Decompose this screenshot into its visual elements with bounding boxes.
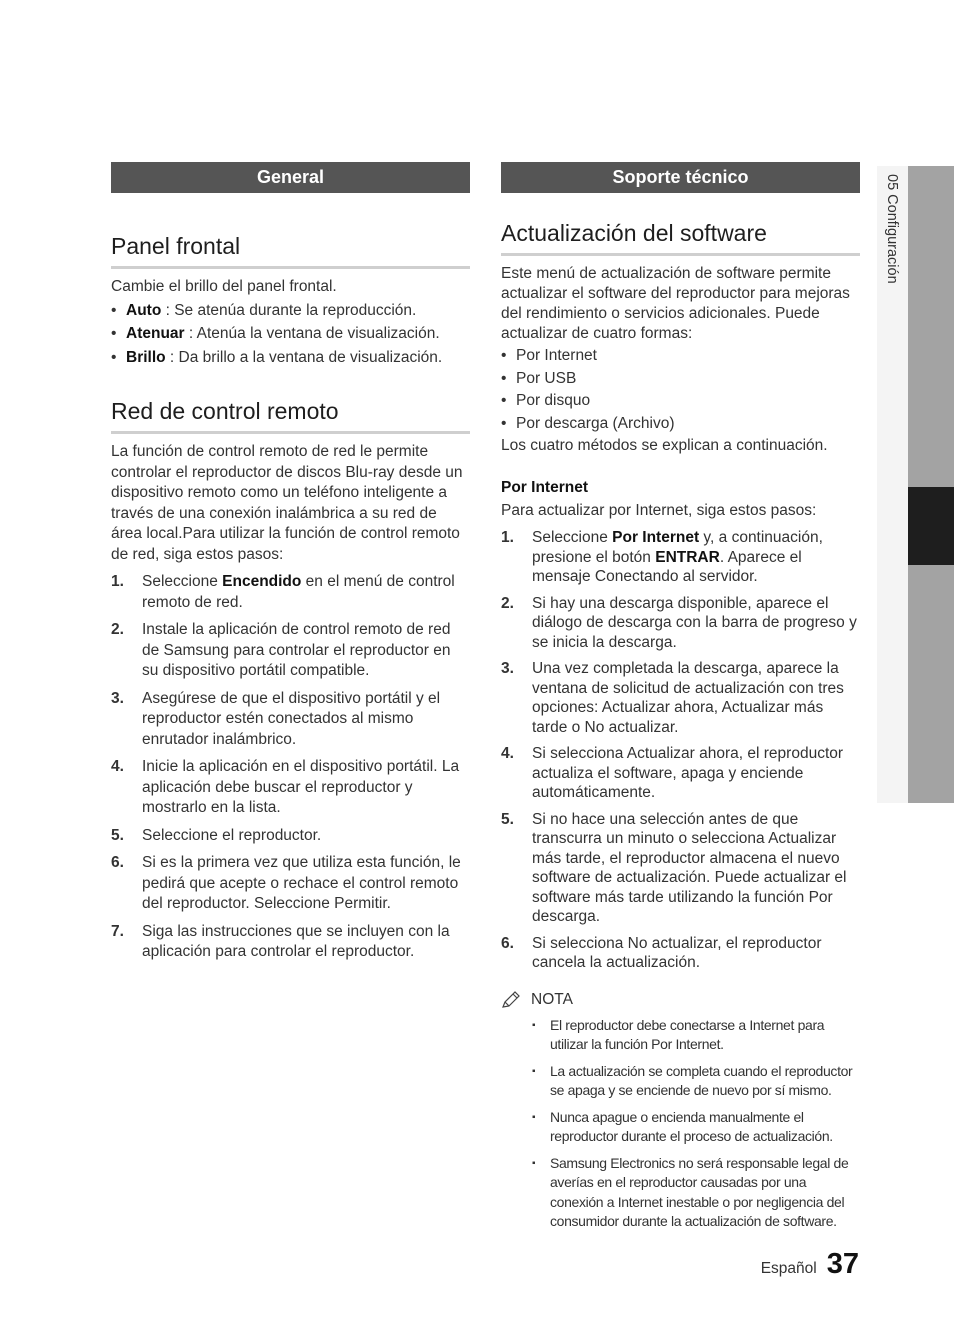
step-text: Seleccione — [142, 573, 223, 590]
heading-actualizacion-software: Actualización del software — [501, 220, 860, 256]
step-bold: Por Internet — [612, 529, 700, 546]
step-text: en el menú de control remoto de red. — [142, 573, 455, 611]
option-text: : Se atenúa durante la reproducción. — [161, 301, 417, 319]
option-term: Atenuar — [126, 325, 185, 342]
step-text: Si no hace una selección antes de que transcurra un minuto o selecciona Actualizar más tarde, el reproductor almacena el nuevo software de actualización. Puede actualizar el software más tarde utilizando la función Por descarga. — [532, 810, 847, 925]
step-text: y, a continuación, presione el botón — [532, 529, 823, 566]
list-item: • Por disquo — [501, 391, 860, 412]
note-item: ▪ Nunca apague o encienda manualmente el reproductor durante el proceso de actualización. — [532, 1108, 860, 1147]
step-text: Instale la aplicación de control remoto de red de Samsung para controlar el reproductor en su dispositivo portátil compatible. — [142, 621, 451, 679]
page-number: 37 — [826, 1248, 859, 1280]
subheading-por-internet: Por Internet — [501, 478, 588, 496]
step-item — [111, 826, 470, 847]
note-list — [501, 1016, 860, 1232]
step-number: 6. — [111, 854, 124, 871]
step-text: Si selecciona No actualizar, el reproductor cancela la actualización. — [532, 934, 822, 971]
step-bold: Encendido — [222, 573, 302, 590]
remote-steps-list — [111, 572, 470, 963]
pencil-icon — [501, 991, 521, 1009]
step-bold: ENTRAR — [655, 548, 720, 566]
section-bar-soporte-tecnico: Soporte técnico — [501, 162, 860, 193]
step-number: 1. — [111, 573, 124, 590]
update-methods-list — [501, 346, 860, 434]
update-outro: Los cuatro métodos se explican a continuación. — [501, 437, 828, 454]
option-term: Brillo — [126, 348, 166, 366]
step-item — [111, 689, 470, 751]
list-item: • Por Internet — [501, 346, 860, 367]
step-item — [501, 594, 860, 653]
step-text: Si es la primera vez que utiliza esta función, le pedirá que acepte o rechace el control remoto del reproductor. Seleccione Permitir. — [142, 854, 461, 912]
step-number: 2. — [501, 594, 514, 612]
list-item — [111, 324, 470, 345]
list-item: • Por descarga (Archivo) — [501, 414, 860, 435]
step-item — [501, 744, 860, 803]
step-number: 7. — [111, 922, 124, 940]
step-item — [111, 922, 470, 963]
step-item — [111, 572, 470, 613]
step-text: Siga las instrucciones que se incluyen con la aplicación para controlar el reproductor. — [142, 922, 450, 960]
step-number: 4. — [501, 745, 514, 762]
page-footer — [761, 1248, 859, 1281]
step-text: Seleccione el reproductor. — [142, 826, 322, 844]
footer-language: Español — [760, 1260, 817, 1277]
list-item — [111, 348, 470, 369]
section-bar-general: General — [111, 162, 470, 193]
step-number: 3. — [111, 689, 124, 707]
step-item — [111, 853, 470, 915]
internet-steps-list — [501, 528, 860, 973]
step-number: 1. — [501, 529, 514, 546]
option-text: : Atenúa la ventana de visualización. — [184, 325, 440, 342]
step-number: 5. — [111, 826, 124, 844]
list-item — [111, 301, 470, 322]
step-item — [501, 528, 860, 587]
left-column — [111, 162, 470, 963]
step-number: 4. — [111, 758, 124, 775]
step-number: 6. — [501, 934, 514, 952]
option-text: : Da brillo a la ventana de visualización. — [165, 348, 443, 366]
chapter-label: 05 Configuración — [884, 174, 900, 284]
internet-intro: Para actualizar por Internet, siga estos pasos: — [501, 501, 817, 519]
remote-intro: La función de control remoto de red le permite controlar el reproductor de discos Blu-ray desde un dispositivo remoto como un teléfono inteligente a través de una conexión inalámbrica a su red de área local.Para utilizar la función de control remoto de red, siga estos pasos: — [111, 443, 463, 563]
list-item: • Por USB — [501, 369, 860, 390]
panel-intro: Cambie el brillo del panel frontal. — [111, 278, 337, 295]
step-number: 3. — [501, 660, 514, 677]
option-term: Auto — [126, 301, 162, 319]
step-text: Si hay una descarga disponible, aparece el diálogo de descarga con la barra de progreso y se inicia la descarga. — [532, 594, 857, 651]
step-text: Una vez completada la descarga, aparece la ventana de solicitud de actualización con tres opciones: Actualizar ahora, Actualizar más tarde o No actualizar. — [532, 660, 844, 736]
note-header — [501, 991, 860, 1009]
heading-panel-frontal: Panel frontal — [111, 233, 470, 269]
panel-options-list — [111, 301, 470, 369]
step-item — [501, 810, 860, 927]
step-text: . Aparece el mensaje Conectando al servidor. — [532, 548, 802, 585]
step-text: Si selecciona Actualizar ahora, el reproductor actualiza el software, apaga y enciende automáticamente. — [532, 745, 844, 801]
note-item: ▪ El reproductor debe conectarse a Internet para utilizar la función Por Internet. — [532, 1016, 860, 1055]
note-item: ▪ Samsung Electronics no será responsable legal de averías en el reproductor causadas por una conexión a Internet inestable o por negligencia del consumidor durante la actualización de software. — [532, 1154, 860, 1232]
note-item: ▪ La actualización se completa cuando el reproductor se apaga y se enciende de nuevo por sí mismo. — [532, 1062, 860, 1101]
step-text: Asegúrese de que el dispositivo portátil y el reproductor estén conectados al mismo enrutador inalámbrico. — [142, 689, 441, 748]
heading-red-control-remoto: Red de control remoto — [111, 398, 470, 434]
note-label: NOTA — [531, 990, 573, 1008]
step-number: 5. — [501, 810, 514, 828]
right-column — [501, 162, 860, 1232]
step-number: 2. — [111, 621, 124, 638]
step-text: Seleccione — [532, 529, 613, 546]
step-item — [501, 934, 860, 973]
side-tab-marker — [908, 487, 954, 565]
update-intro: Este menú de actualización de software permite actualizar el software del reproductor para mejoras del rendimiento o servicios adicionales. Puede actualizar de cuatro formas: — [501, 265, 850, 342]
step-item — [111, 620, 470, 682]
step-item — [111, 757, 470, 819]
step-item — [501, 659, 860, 737]
step-text: Inicie la aplicación en el dispositivo portátil. La aplicación debe buscar el reproductor y mostrarlo en la lista. — [142, 758, 460, 816]
